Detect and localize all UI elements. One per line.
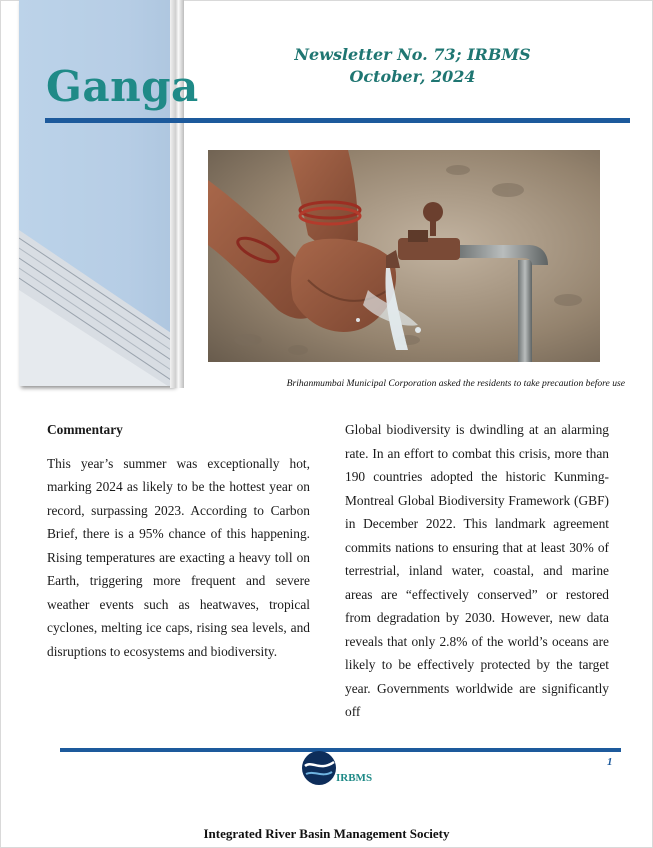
irbms-logo-icon (300, 750, 340, 790)
issue-header (200, 44, 625, 88)
footer-organization: Integrated River Basin Management Society (203, 826, 450, 841)
logo-text: IRBMS (336, 772, 373, 784)
commentary-paragraph-left: This year’s summer was exceptionally hot, marking 2024 as likely to be the hottest year on record, surpassing 2023. According to Carbon Brief, there is a 95% chance of this happening. Rising temperatures are exacting a heavy toll on Earth, triggering more frequent and severe weather events such as heatwaves, tropical cyclones, melting ice caps, rising sea levels, and disruptions to ecosystems and biodiversity. (47, 455, 310, 659)
water-tap-photo (208, 150, 600, 362)
panel-edge (170, 0, 184, 388)
commentary-right-column (345, 418, 609, 724)
newsletter-title: Ganga (46, 62, 199, 111)
page-number: 1 (607, 756, 613, 768)
irbms-logo (300, 750, 380, 790)
header-rule (45, 118, 630, 123)
commentary-left-column (47, 418, 310, 663)
commentary-heading: Commentary (47, 422, 123, 437)
commentary-paragraph-right: Global biodiversity is dwindling at an alarming rate. In an effort to combat this crisis, more than 190 countries adopted the historic Kunming-Montreal Global Biodiversity Framework (GBF) in December 2022. This landmark agreement commits nations to ensuring that at least 30% of terrestrial, inland water, coastal, and marine areas are “effectively conserved” or restored from degradation by 2030. However, new data reveals that only 2.8% of the world’s oceans are likely to be effectively protected by the target year. Governments worldwide are significantly off (345, 422, 609, 719)
newsletter-number: Newsletter No. 73; IRBMS (294, 45, 531, 64)
issue-date: October, 2024 (349, 67, 476, 86)
photo-caption: Brihanmumbai Municipal Corporation asked the residents to take precaution before use (286, 378, 625, 389)
decorative-side-panel (19, 0, 174, 386)
panel-stripes-graphic (19, 230, 174, 386)
